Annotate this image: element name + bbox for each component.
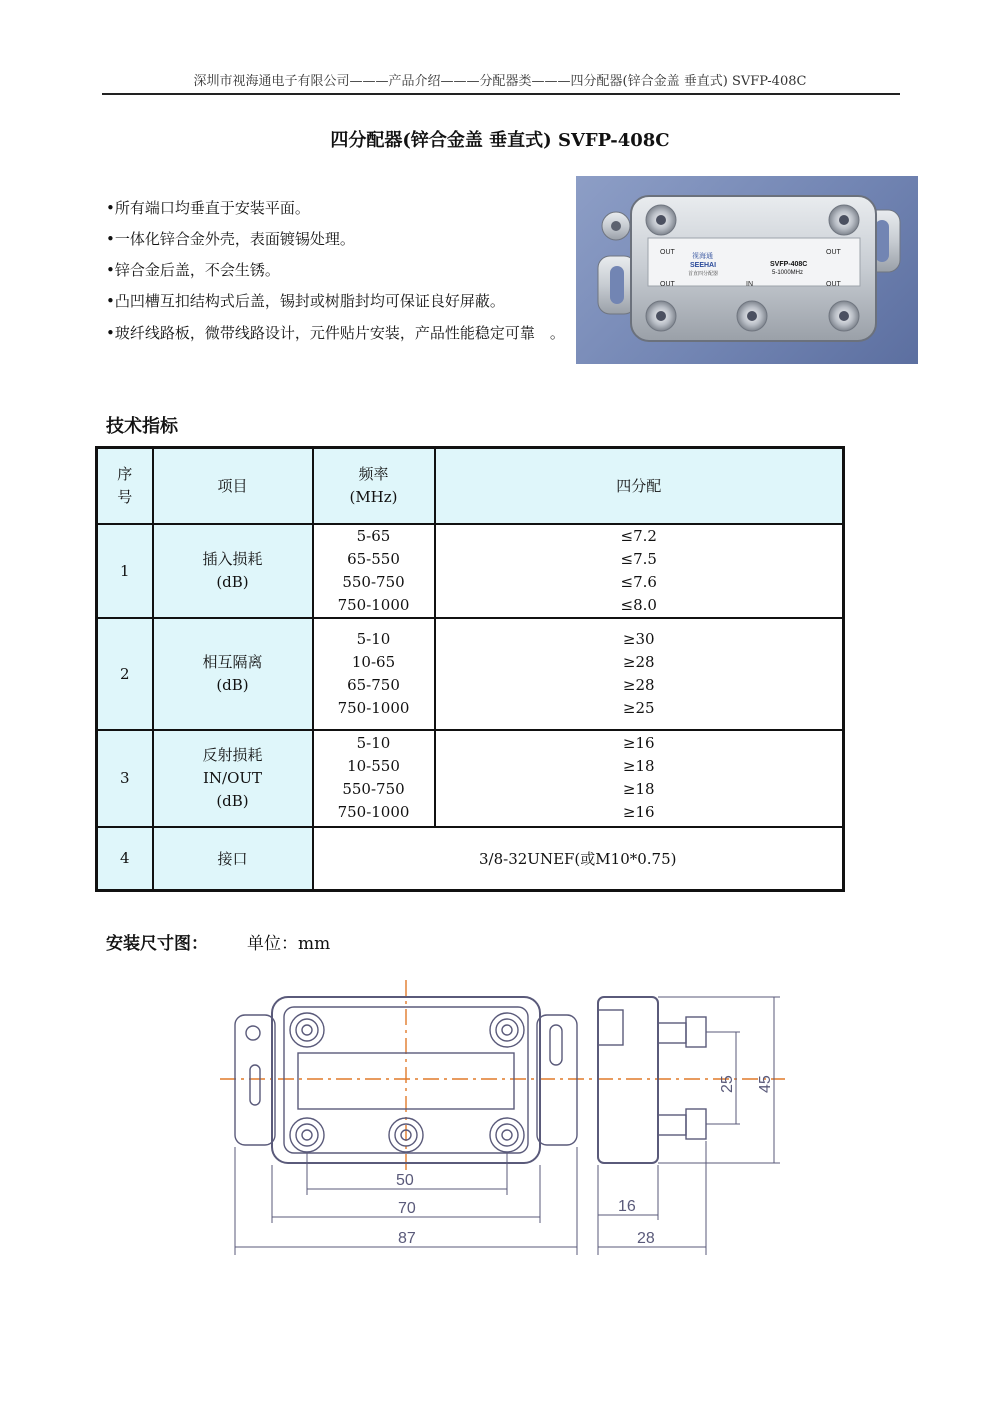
dim-label-50: 50 — [396, 1172, 414, 1189]
connector-top-left — [290, 1013, 324, 1047]
connector-bottom-right — [490, 1118, 524, 1152]
connector-bottom-left — [290, 1118, 324, 1152]
page-title: 四分配器(锌合金盖 垂直式) SVFP-408C — [330, 130, 670, 151]
product-photo — [576, 176, 918, 364]
table-row — [97, 730, 844, 827]
port-label: OUT — [660, 249, 675, 256]
connector-top-right — [490, 1013, 524, 1047]
photo-model: SVFP-408C — [770, 261, 808, 268]
brand-name-cn: 视海通 — [692, 252, 713, 260]
dim-label-45: 45 — [757, 1075, 774, 1093]
row-item: 反射损耗 IN/OUT (dB) — [153, 730, 313, 827]
port-label: OUT — [826, 249, 841, 256]
port-label: OUT — [660, 281, 675, 288]
brand-name-en: SEEHAI — [690, 262, 717, 269]
dim-label-87: 87 — [398, 1230, 416, 1247]
dim-label-70: 70 — [398, 1200, 416, 1217]
row-values: ≥30 ≥28 ≥28 ≥25 — [435, 618, 844, 730]
row-values: ≤7.2 ≤7.5 ≤7.6 ≤8.0 — [435, 524, 844, 618]
row-index: 1 — [97, 524, 153, 618]
port-label: IN — [746, 281, 753, 288]
header-breadcrumb: 深圳市视海通电子有限公司———产品介绍———分配器类———四分配器(锌合金盖 垂直式) SVFP-408C — [193, 74, 807, 89]
header-value: 四分配 — [435, 448, 844, 524]
row-item: 插入损耗 (dB) — [153, 524, 313, 618]
dim-label-25: 25 — [719, 1075, 736, 1093]
row-interface-value: 3/8-32UNEF(或M10*0.75) — [313, 827, 844, 891]
header-divider — [102, 93, 900, 95]
table-header-row — [97, 448, 844, 524]
feature-item: •锌合金后盖，不会生锈。 — [106, 261, 280, 279]
table-row — [97, 524, 844, 618]
table-row — [97, 827, 844, 891]
header-frequency: 频率 (MHz) — [313, 448, 435, 524]
dimension-drawing — [220, 975, 790, 1260]
row-index: 4 — [97, 827, 153, 891]
table-row — [97, 618, 844, 730]
technical-drawing — [220, 975, 790, 1260]
header-index: 序 号 — [97, 448, 153, 524]
feature-item: •玻纤线路板，微带线路设计，元件贴片安装，产品性能稳定可靠 。 — [106, 324, 565, 342]
feature-item: •凸凹槽互扣结构式后盖，锡封或树脂封均可保证良好屏蔽。 — [106, 292, 505, 310]
row-index: 3 — [97, 730, 153, 827]
port-label: OUT — [826, 281, 841, 288]
row-frequencies: 5-10 10-65 65-750 750-1000 — [313, 618, 435, 730]
dim-label-28: 28 — [637, 1230, 655, 1247]
spec-table — [95, 446, 845, 892]
splitter-illustration — [576, 176, 918, 364]
feature-item: •一体化锌合金外壳，表面镀锡处理。 — [106, 230, 355, 248]
side-view — [598, 997, 780, 1255]
row-values: ≥16 ≥18 ≥18 ≥16 — [435, 730, 844, 827]
feature-list — [106, 193, 566, 346]
feature-item: •所有端口均垂直于安装平面。 — [106, 199, 310, 217]
header-item: 项目 — [153, 448, 313, 524]
row-frequencies: 5-10 10-550 550-750 750-1000 — [313, 730, 435, 827]
dim-label-16: 16 — [618, 1198, 636, 1215]
dimensions-title: 安装尺寸图： — [106, 934, 208, 954]
row-frequencies: 5-65 65-550 550-750 750-1000 — [313, 524, 435, 618]
brand-subtitle: 首直四分配器 — [688, 271, 719, 277]
row-index: 2 — [97, 618, 153, 730]
photo-frequency: 5-1000MHz — [772, 270, 804, 276]
dimensions-unit: 单位：mm — [247, 934, 331, 954]
row-item: 相互隔离 (dB) — [153, 618, 313, 730]
spec-section-title: 技术指标 — [106, 416, 178, 437]
row-item: 接口 — [153, 827, 313, 891]
